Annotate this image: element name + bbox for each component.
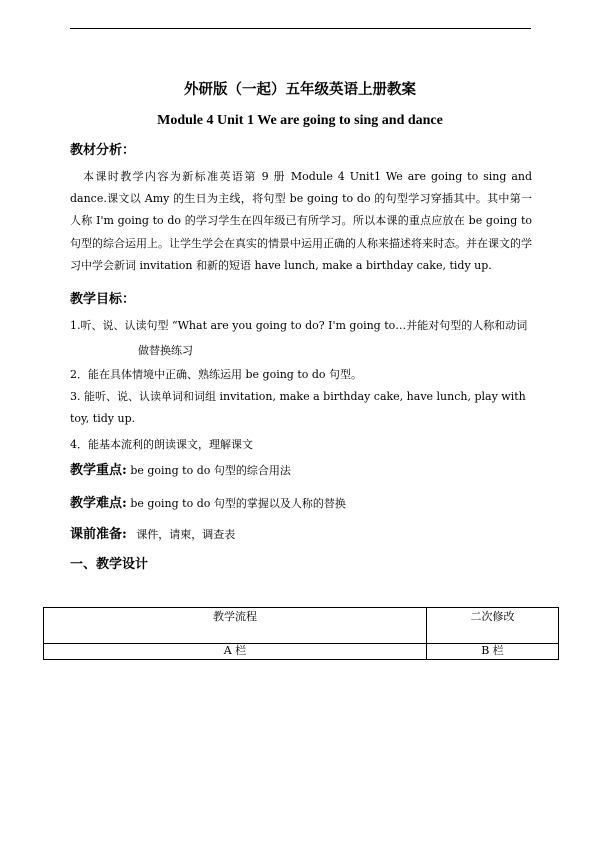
analysis-heading: 教材分析： bbox=[70, 143, 136, 158]
objective-3: 3. 能听、说、认读单词和词组 invitation, make a birthday cake, have lunch, play with toy, tidy up. bbox=[70, 390, 526, 425]
table-cell: A 栏 bbox=[44, 644, 427, 660]
teaching-design-table bbox=[43, 607, 559, 660]
design-heading: 一、教学设计 bbox=[70, 557, 149, 572]
objective-1-line-2: 做替换练习 bbox=[138, 344, 193, 357]
difficulty bbox=[70, 496, 346, 512]
document-subtitle: Module 4 Unit 1 We are going to sing and dance bbox=[157, 113, 443, 128]
top-rule bbox=[70, 28, 531, 29]
objective-1-line-1: 1.听、说、认读句型 “What are you going to do? I'm going to…并能对句型的人称和动词 bbox=[70, 319, 528, 332]
table-row bbox=[44, 644, 559, 660]
table-header-cell: 二次修改 bbox=[427, 608, 559, 644]
objectives-heading: 教学目标： bbox=[70, 292, 136, 307]
difficulty-text: be going to do 句型的掌握以及人称的替换 bbox=[130, 497, 346, 510]
document-title: 外研版（一起）五年级英语上册教案 bbox=[184, 81, 416, 98]
preparation-text: 课件，请柬，调查表 bbox=[136, 528, 236, 541]
key-point-text: be going to do 句型的综合用法 bbox=[130, 464, 291, 477]
table-header-cell: 教学流程 bbox=[44, 608, 427, 644]
key-point-label: 教学重点: bbox=[70, 463, 127, 478]
analysis-text: 本课时教学内容为新标准英语第 9 册 Module 4 Unit1 We are going to sing and dance.课文以 Amy 的生日为主线，将句型 be going to do 的句型学习穿插其中。其中第一人称 I'm going to do 的学习学生在四年级已有所学习。所以本课的重点应放在 be going to 句型的综合运用上。让学生学会在真实的情景中运用正确的人称来描述将来时态。并在课文的学习中学会新词 invitation 和新的短语 have lunch, make a birthday cake, tidy up. bbox=[70, 170, 532, 272]
table-header-row bbox=[44, 608, 559, 644]
objective-4: 4．能基本流利的朗读课文，理解课文 bbox=[70, 438, 253, 451]
preparation bbox=[70, 527, 235, 543]
table-cell: B 栏 bbox=[427, 644, 559, 660]
difficulty-label: 教学难点: bbox=[70, 496, 127, 511]
key-point bbox=[70, 463, 291, 479]
objective-2: 2．能在具体情境中正确、熟练运用 be going to do 句型。 bbox=[70, 368, 363, 381]
preparation-label: 课前准备: bbox=[70, 527, 127, 542]
